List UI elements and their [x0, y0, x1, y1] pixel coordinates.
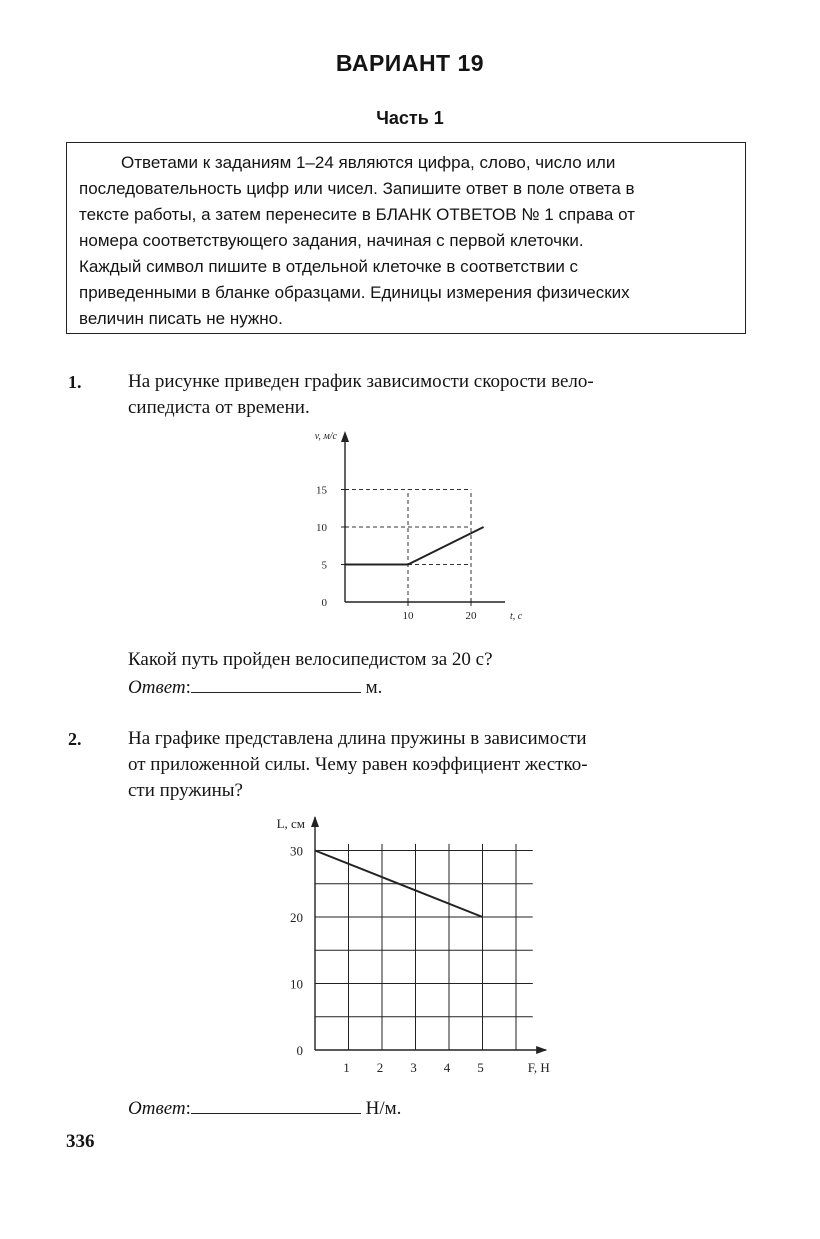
spring-length-chart — [250, 805, 580, 1080]
variant-title: ВАРИАНТ 19 — [335, 50, 485, 76]
x-axis-label: t, с — [510, 611, 523, 622]
answer-colon: : — [185, 677, 191, 698]
answer-colon: : — [185, 1098, 191, 1119]
x-tick-label: 4 — [443, 1060, 451, 1075]
x-tick-label: 1 — [343, 1060, 350, 1075]
answer-label: Ответ — [128, 677, 186, 698]
instructions-line: номера соответствующего задания, начиная с первой клеточки. — [79, 231, 584, 250]
task-2-answer-field[interactable] — [191, 1097, 361, 1114]
velocity-series-line — [345, 527, 484, 565]
page-number: 336 — [66, 1131, 95, 1152]
x-axis-arrow — [536, 1046, 547, 1054]
task-1-number: 1. — [68, 372, 82, 392]
task-1-text-line: сипедиста от времени. — [128, 397, 310, 418]
instructions-line: тексте работы, а затем перенесите в БЛАНК ОТВЕТОВ № 1 справа от — [79, 205, 635, 224]
instructions-line: приведенными в бланке образцами. Единицы измерения физических — [79, 283, 630, 302]
y-tick-label: 20 — [290, 910, 303, 925]
task-2-number: 2. — [68, 729, 82, 749]
instructions-line: Каждый символ пишите в отдельной клеточке в соответствии с — [79, 257, 579, 276]
task-1-question: Какой путь пройден велосипедистом за 20 с? — [128, 649, 493, 670]
task-1-answer-line — [128, 676, 382, 700]
task-2-text-line: На графике представлена длина пружины в зависимости — [128, 728, 587, 749]
y-axis-arrow — [341, 431, 349, 442]
y-axis-arrow — [311, 816, 319, 827]
instructions-line: последовательность цифр или чисел. Запишите ответ в поле ответа в — [79, 179, 635, 198]
y-axis-label: v, м/с — [314, 431, 337, 442]
task-2-text-line: сти пружины? — [128, 780, 243, 801]
instructions-line: величин писать не нужно. — [79, 309, 283, 328]
y-axis-label: L, см — [276, 816, 305, 831]
answer-unit: Н/м. — [365, 1098, 402, 1119]
task-2-text-line: от приложенной силы. Чему равен коэффициент жестко- — [128, 754, 588, 775]
velocity-time-chart — [280, 422, 550, 632]
task-1-answer-field[interactable] — [191, 676, 361, 693]
part-title: Часть 1 — [376, 108, 444, 128]
answer-unit: м. — [365, 677, 383, 698]
x-tick-label: 5 — [477, 1060, 484, 1075]
x-tick-label: 20 — [465, 610, 477, 622]
y-tick-label: 0 — [296, 1043, 303, 1058]
task-2-answer-line — [128, 1097, 401, 1121]
x-tick-label: 10 — [402, 610, 414, 622]
y-tick-label: 10 — [316, 522, 327, 534]
x-tick-label: 2 — [376, 1060, 384, 1075]
y-tick-label: 15 — [316, 484, 327, 497]
y-tick-label: 10 — [290, 976, 303, 992]
instructions-line: Ответами к заданиям 1–24 являются цифра, слово, число или — [121, 153, 616, 172]
x-tick-label: 3 — [410, 1060, 417, 1075]
y-tick-label: 0 — [321, 597, 327, 609]
y-tick-label: 5 — [321, 559, 327, 572]
x-axis-label: F, Н — [527, 1060, 550, 1075]
answer-label: Ответ — [128, 1098, 186, 1119]
task-1-text-line: На рисунке приведен график зависимости скорости вело- — [128, 371, 594, 392]
y-tick-label: 30 — [290, 843, 303, 859]
